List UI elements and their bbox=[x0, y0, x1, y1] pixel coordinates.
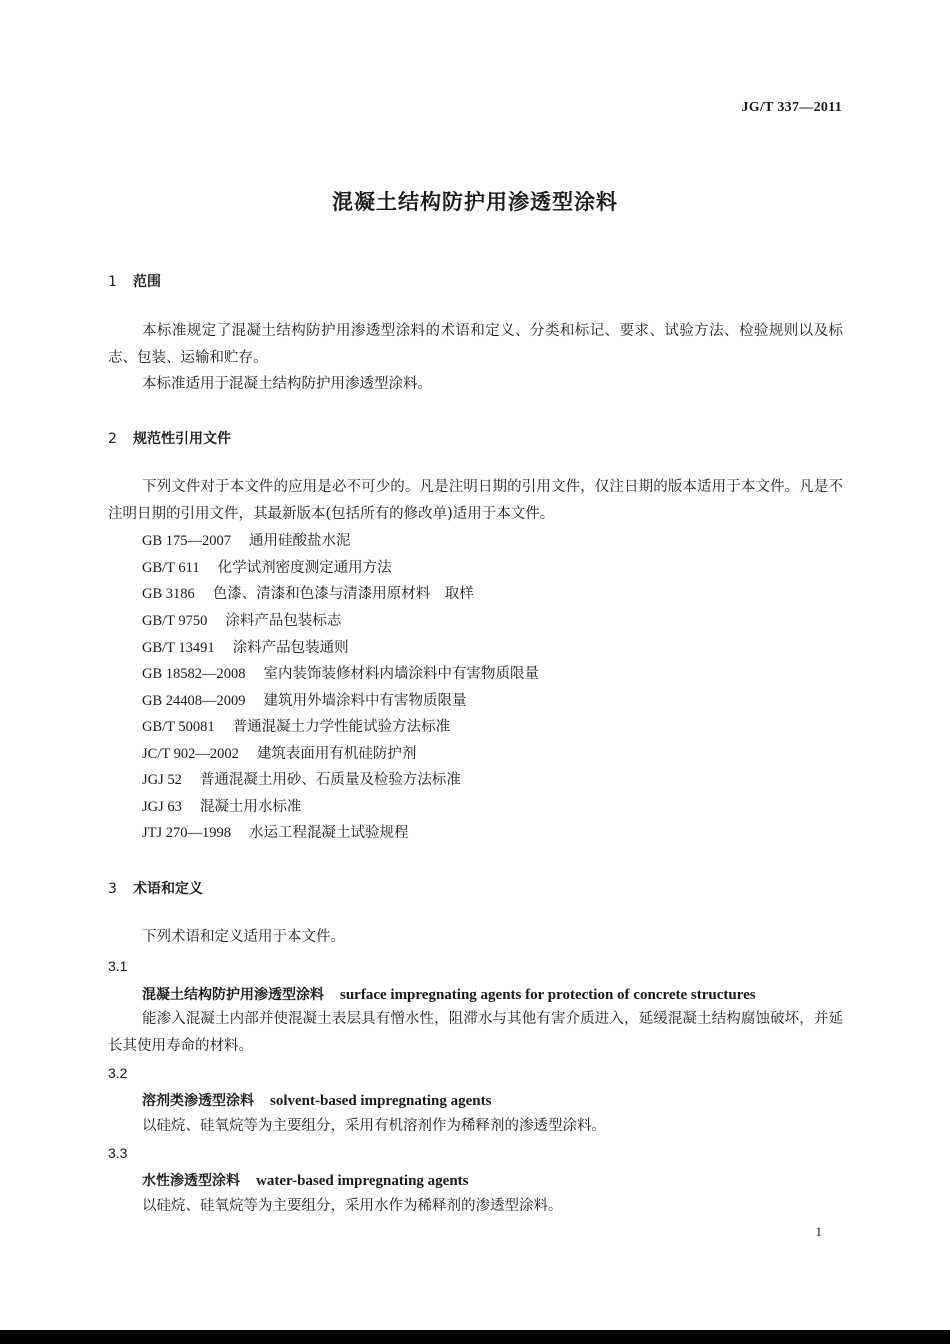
page-number: 1 bbox=[815, 1224, 822, 1239]
reference-name: 建筑表面用有机硅防护剂 bbox=[256, 746, 417, 762]
reference-code: GB/T 13491 bbox=[142, 640, 215, 656]
reference-item bbox=[142, 608, 341, 635]
reference-item bbox=[142, 661, 539, 688]
reference-item bbox=[142, 767, 461, 794]
term-number: 3.1 bbox=[108, 958, 128, 974]
reference-item bbox=[142, 741, 416, 768]
page-edge-bar bbox=[0, 1330, 950, 1344]
section-title: 范围 bbox=[133, 274, 161, 290]
term-number: 3.2 bbox=[108, 1065, 128, 1081]
section-title: 规范性引用文件 bbox=[133, 431, 231, 447]
section-number: 3 bbox=[108, 881, 117, 897]
reference-code: JGJ 52 bbox=[142, 772, 182, 788]
reference-name: 涂料产品包装标志 bbox=[225, 613, 342, 629]
standard-code: JG/T 337—2011 bbox=[741, 100, 842, 115]
reference-code: JC/T 902—2002 bbox=[142, 746, 239, 762]
section-3-heading bbox=[108, 878, 203, 898]
reference-code: JTJ 270—1998 bbox=[142, 825, 232, 841]
reference-code: GB/T 9750 bbox=[142, 613, 208, 629]
reference-code: JGJ 63 bbox=[142, 799, 182, 815]
term-heading bbox=[142, 984, 756, 1004]
term-en: solvent-based impregnating agents bbox=[270, 1093, 492, 1109]
reference-code: GB 18582—2008 bbox=[142, 666, 246, 682]
term-zh: 溶剂类渗透型涂料 bbox=[142, 1093, 254, 1109]
scope-paragraph: 本标准规定了混凝土结构防护用渗透型涂料的术语和定义、分类和标记、要求、试验方法、检验规则以及标志、包装、运输和贮存。 bbox=[108, 323, 843, 366]
term-number: 3.3 bbox=[108, 1145, 128, 1161]
section-number: 2 bbox=[108, 431, 117, 447]
term-en: water-based impregnating agents bbox=[256, 1173, 469, 1189]
term-definition: 以硅烷、硅氧烷等为主要组分，采用水作为稀释剂的渗透型涂料。 bbox=[142, 1198, 563, 1214]
reference-name: 水运工程混凝土试验规程 bbox=[249, 825, 409, 841]
reference-name: 建筑用外墙涂料中有害物质限量 bbox=[263, 693, 467, 709]
document-title: 混凝土结构防护用渗透型涂料 bbox=[332, 190, 618, 214]
reference-name: 普通混凝土力学性能试验方法标准 bbox=[232, 719, 451, 735]
reference-name: 室内装饰装修材料内墙涂料中有害物质限量 bbox=[263, 666, 540, 682]
section-2-heading bbox=[108, 428, 231, 448]
reference-name: 普通混凝土用砂、石质量及检验方法标准 bbox=[199, 772, 461, 788]
section-1-heading bbox=[108, 271, 161, 291]
reference-item bbox=[142, 820, 409, 847]
terms-intro: 下列术语和定义适用于本文件。 bbox=[142, 929, 345, 945]
scope-applicability: 本标准适用于混凝土结构防护用渗透型涂料。 bbox=[142, 376, 432, 392]
reference-item bbox=[142, 688, 467, 715]
reference-item bbox=[142, 581, 474, 608]
reference-code: GB 3186 bbox=[142, 586, 195, 602]
term-zh: 混凝土结构防护用渗透型涂料 bbox=[142, 987, 324, 1003]
reference-item bbox=[142, 714, 450, 741]
term-definition: 能渗入混凝土内部并使混凝土表层具有憎水性，阻滞水与其他有害介质进入，延缓混凝土结构腐蚀破坏，并延长其使用寿命的材料。 bbox=[108, 1011, 843, 1054]
reference-name: 混凝土用水标准 bbox=[199, 799, 302, 815]
term-heading bbox=[142, 1090, 491, 1110]
reference-item bbox=[142, 794, 301, 821]
reference-name: 化学试剂密度测定通用方法 bbox=[217, 560, 392, 576]
reference-code: GB/T 611 bbox=[142, 560, 200, 576]
reference-code: GB 175—2007 bbox=[142, 533, 232, 549]
reference-item bbox=[142, 555, 392, 582]
section-number: 1 bbox=[108, 274, 117, 290]
references-intro: 下列文件对于本文件的应用是必不可少的。凡是注明日期的引用文件，仅注日期的版本适用于本文件。凡是不注明日期的引用文件，其最新版本(包括所有的修改单)适用于本文件。 bbox=[108, 479, 843, 522]
reference-item bbox=[142, 528, 351, 555]
reference-code: GB 24408—2009 bbox=[142, 693, 246, 709]
term-en: surface impregnating agents for protection of concrete structures bbox=[340, 987, 756, 1003]
reference-name: 通用硅酸盐水泥 bbox=[249, 533, 351, 549]
reference-code: GB/T 50081 bbox=[142, 719, 215, 735]
reference-name: 涂料产品包装通则 bbox=[232, 640, 349, 656]
section-title: 术语和定义 bbox=[133, 881, 203, 897]
reference-item bbox=[142, 635, 349, 662]
term-heading bbox=[142, 1170, 469, 1190]
term-definition: 以硅烷、硅氧烷等为主要组分，采用有机溶剂作为稀释剂的渗透型涂料。 bbox=[142, 1118, 606, 1134]
term-zh: 水性渗透型涂料 bbox=[142, 1173, 240, 1189]
reference-name: 色漆、清漆和色漆与清漆用原材料 取样 bbox=[212, 586, 474, 602]
